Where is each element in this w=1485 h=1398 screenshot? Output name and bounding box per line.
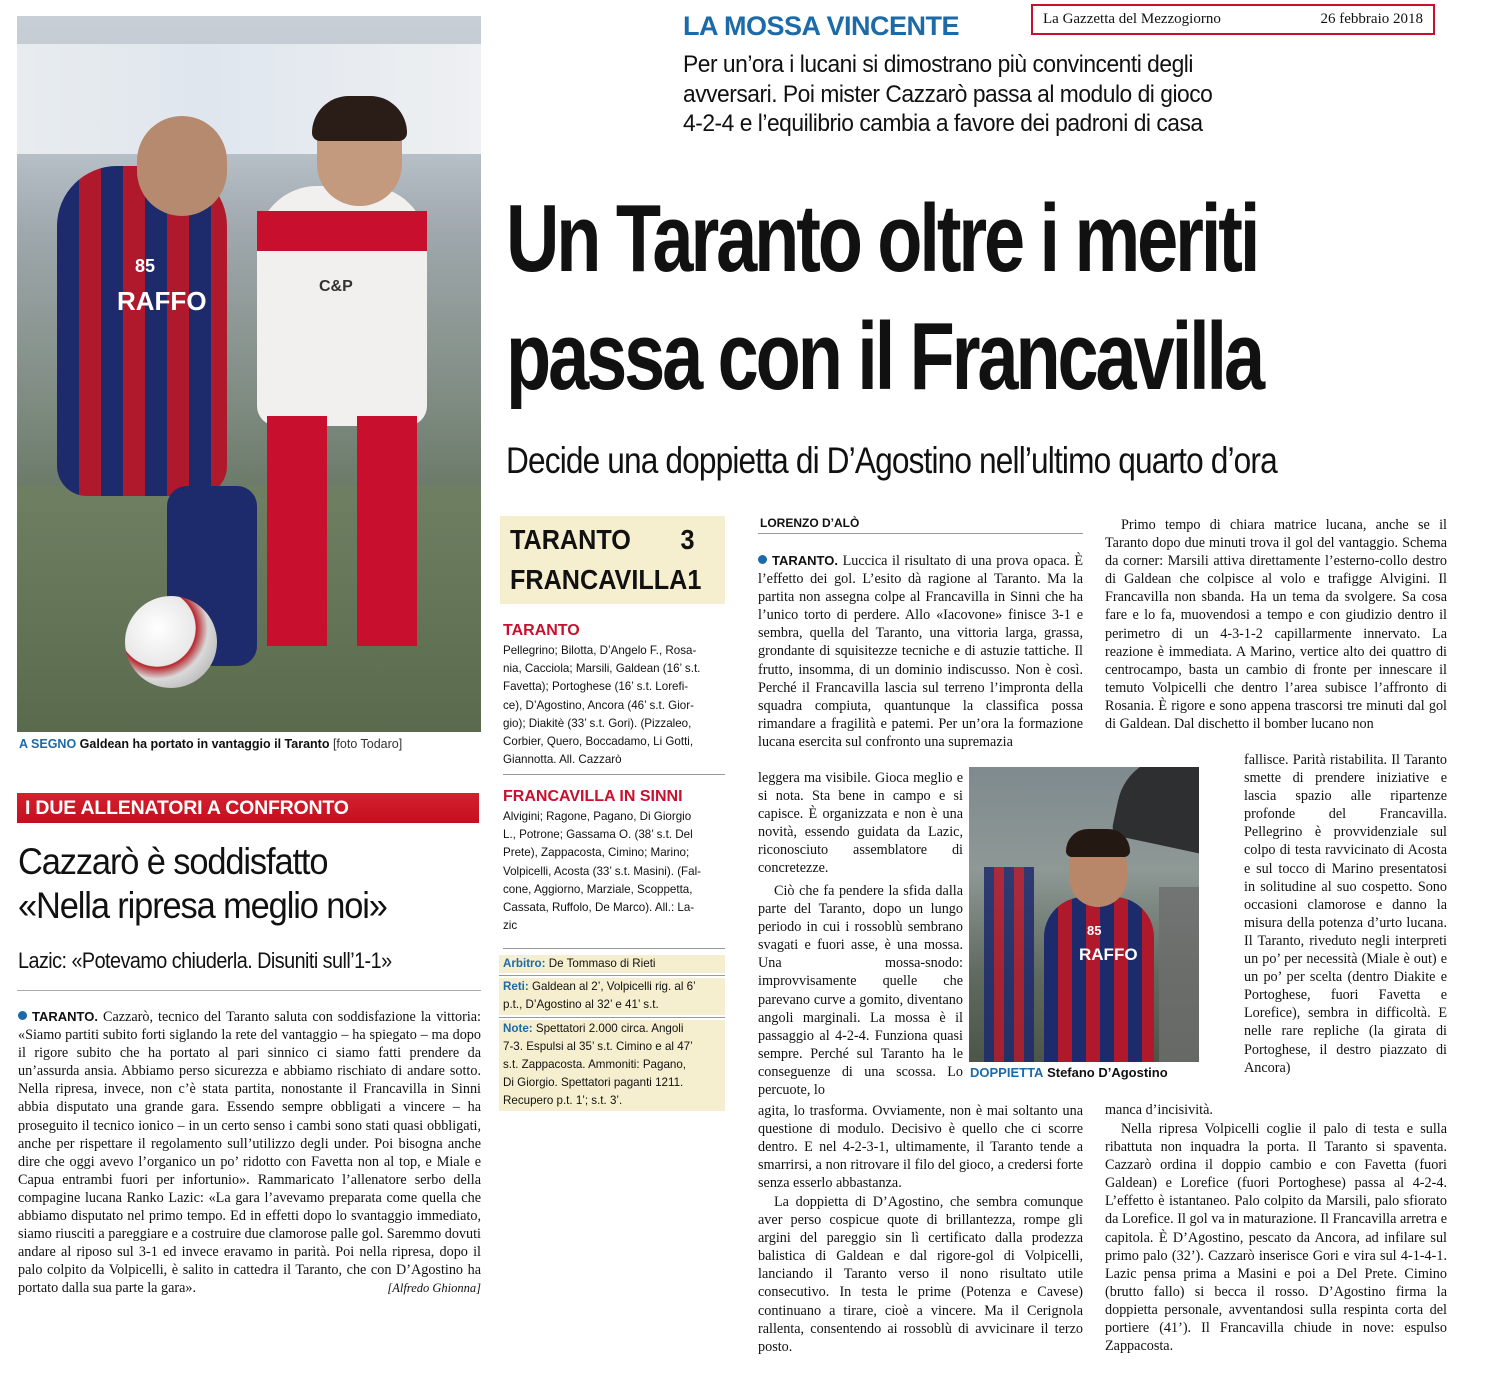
referee-name: De Tommaso di Rieti: [548, 957, 656, 970]
main-photo-caption: [19, 737, 481, 751]
subhead: Decide una doppietta di D’Agostino nell’ultimo quarto d’ora: [506, 440, 1277, 481]
section-bar: I DUE ALLENATORI A CONFRONTO: [17, 793, 479, 823]
info-rule: [503, 948, 725, 949]
headline-line1: Un Taranto oltre i meriti: [506, 185, 1258, 292]
match-info: [499, 955, 725, 1111]
bullet-dot: [18, 1011, 27, 1020]
lineup-rule: [503, 774, 725, 775]
side-byline: [Alfredo Ghionna]: [387, 1281, 481, 1296]
photo-credit: [foto Todaro]: [332, 737, 403, 751]
main-p3-wide: La doppietta di D’Agostino, che sembra comunque aver perso cospicue quote di brillantezza, rompe gli argini del pareggio sin lì certificato dalla prodezza balistica di Galdean e dal rigore-gol di Volpicelli, lanciando il Taranto verso il nono risultato utile consecutivo. In testa le prime (Potenza e Cavese) continuano a tirare, cioè a vincere. Ma il Cerignola rallenta, consentendo ai rossoblù di avvicinare il terzo posto.: [758, 1194, 1083, 1355]
lineup-line: Corbier, Quero, Boccadamo, Li Gotti,: [503, 735, 694, 749]
lineup-line: zic: [503, 919, 518, 933]
author-byline: LORENZO D’ALÒ: [760, 516, 860, 530]
away-team: FRANCAVILLA: [510, 564, 688, 595]
lineup-line: Volpicelli, Acosta (33’ s.t. Masini). (Fal-: [503, 864, 702, 878]
publication-name: La Gazzetta del Mezzogiorno: [1043, 11, 1221, 27]
goals-label: Reti:: [503, 980, 529, 994]
lineup-line: Pellegrino; Bilotta, D’Angelo F., Rosa-: [503, 644, 697, 657]
second-photo: [969, 767, 1199, 1062]
lineup-line: Giannotta. All. Cazzarò: [503, 753, 622, 767]
deck-line1: Per un’ora i lucani si dimostrano più convincenti degli: [683, 51, 1193, 78]
headline-line2: passa con il Francavilla: [506, 303, 1263, 410]
byline-rule: [758, 533, 1083, 534]
right-p2-wide: Nella ripresa Volpicelli coglie il palo di testa e sulla ribattuta non inquadra la porta. Il Taranto si spaventa. Cazzarò ordina il doppio cambio e con Favetta (fuori Galdean) e Lorefice (fuori Portoghese) passa al 4-2-4. L’effetto è istantaneo. Palo colpito da Marsili, palo sfiorato da Lorefice. Il gol va in maturazione. Il Francavilla arretra e capitola. È D’Agostino, pescato da Ancora, ad infilare sul primo palo (32’). Cazzarò inserisce Gori e vira sul 4-1-4-1. Lazic pensa prima a Masini e poi a Del Prete. Cimino (brutto fallo) si becca il rosso. D’Agostino firma la doppietta personale, avventandosi sulla respinta corta del portiere (41’). Il Francavilla chiude in nove: espulso Zappacosta.: [1105, 1121, 1447, 1355]
football: [125, 596, 217, 688]
side-divider: [17, 990, 481, 991]
away-lineup: [503, 788, 725, 935]
side-body-text: Cazzarò, tecnico del Taranto saluta con soddisfazione la vittoria: «Siamo partiti subito forti siglando la rete del vantaggio – ha spiegato – ma dopo il rigore subito che ha portato al pari sinnico ci siamo fatti prendere da un’assurda ansia. Abbiamo perso sicurezza e abbiamo rischiato di andare sotto. Nella ripresa, invece, non c’è stata partita, nonostante il Francavilla in Sinni abbia disputato una grande gara. Essendo sempre obbligati a vincere – ha proseguito il tecnico ionico – in un certo senso i cambi sono stati quasi obbligati, anche per rispettare il regolamento sull’utilizzo degli under. Poi bisogna anche dire che oggi avevo l’organico un po’ ridotto con Favetta non al top, e Miale e Capua entrambi fuori per infortunio». Rammaricato l’allenatore serbo della compagine lucana Ranko Lazic: «La gara l’avevamo preparata come quella che abbiamo disputato nel primo tempo. Ed in effetti dopo lo svantaggio immediato, siamo riusciti a pareggiare e a costruire due clamorose palle gol. Saremmo dovuti andare al riposo sul 3-1 ed invece eravamo in parità. Poi nella ripresa, dopo il palo colpito da Volpicelli, è salito in cattedra il Taranto, che con D’Agostino ha portato dalla sua parte la gara».: [18, 1009, 482, 1297]
away-lineup-head: FRANCAVILLA IN SINNI: [503, 788, 683, 805]
home-lineup-head: TARANTO: [503, 622, 580, 639]
lineup-line: ce), D’Agostino, Ancora (46’ s.t. Gior-: [503, 698, 694, 712]
lineup-line: L., Potrone; Gassama O. (38’ s.t. Del: [503, 828, 693, 842]
notes-label: Note:: [503, 1021, 533, 1035]
lineup-line: Favetta); Portoghese (16’ s.t. Lorefi-: [503, 680, 689, 694]
home-team: TARANTO: [510, 524, 631, 555]
lineup-line: gio); Diakitè (33’ s.t. Gori). (Pizzaleo,: [503, 716, 692, 730]
player-taranto: [57, 166, 227, 496]
home-lineup: [503, 622, 725, 769]
scoreboard: [500, 516, 725, 604]
score-row-home: [510, 524, 695, 556]
lineup-line: Cassata, Ruffolo, De Marco). All.: La-: [503, 901, 695, 915]
info-rule-3: [499, 1017, 725, 1018]
player-taranto-head: [137, 116, 227, 216]
header-kicker: LA MOSSA VINCENTE: [683, 11, 960, 41]
home-score: 3: [680, 524, 695, 555]
notes-line: Di Giorgio. Spettatori paganti 1211.: [503, 1076, 684, 1090]
player-francavilla-band: [257, 211, 427, 251]
caption2-kicker: DOPPIETTA: [970, 1065, 1044, 1080]
shirt-number-text: 85: [135, 256, 156, 276]
header-deck: [683, 50, 1291, 139]
player-dagostino: [1044, 897, 1154, 1062]
deck-line3: 4-2-4 e l’equilibrio cambia a favore dei padroni di casa: [683, 110, 1203, 137]
notes-line: 7-3. Espulsi al 35’ s.t. Cimino e al 47’: [503, 1039, 693, 1053]
background-player: [984, 867, 1034, 1062]
side-title-line2: «Nella ripresa meglio noi»: [18, 885, 387, 926]
lineup-line: cone, Aggiorno, Marziale, Scoppetta,: [503, 882, 693, 896]
info-rule-2: [499, 975, 725, 976]
notes-line: Spettatori 2.000 circa. Angoli: [535, 1021, 684, 1035]
lineup-line: Prete), Zappacosta, Cimino; Marino;: [503, 846, 690, 860]
shirt-number-text: 85: [1087, 923, 1102, 938]
caption-kicker: A SEGNO: [19, 737, 77, 751]
notes-line: Recupero p.t. 1’; s.t. 3’.: [503, 1094, 623, 1108]
main-dateline: TARANTO.: [772, 553, 838, 568]
goals-line: p.t., D’Agostino al 32’ e 41’ s.t.: [503, 998, 659, 1012]
shirt-sponsor-text-2: C&P: [319, 278, 353, 295]
main-p2-narrow: Ciò che fa pendere la sfida dalla parte del Taranto, dopo un lungo periodo in cui i rossoblù sembrano svagati e fuori asse, è una mossa. Una mossa-snodo: improvvisamente quelle che parevano curve a gomito, diventano angoli marginali. La mossa è il passaggio al 4-2-4. Funziona quasi sempre. Perché sul Taranto ha le conseguenze di una scossa. Lo percuote, lo: [758, 883, 963, 1099]
referee-line: [499, 955, 725, 973]
player-francavilla-hair: [312, 96, 407, 141]
lineup-line: nia, Cacciola; Marsili, Galdean (16’ s.t.: [503, 662, 701, 676]
stadium-banner: [17, 44, 481, 154]
notes-block: [499, 1020, 725, 1111]
lineup-line: Alvigini; Ragone, Pagano, Di Giorgio: [503, 810, 692, 823]
main-p1-wide: [758, 552, 1083, 751]
player-dagostino-hair: [1066, 829, 1130, 857]
side-article-title: [18, 840, 455, 928]
right-p1-tail: manca d’incisività.: [1105, 1102, 1213, 1118]
deck-line2: avversari. Poi mister Cazzarò passa al modulo di gioco: [683, 80, 1213, 108]
side-article-body: [18, 1008, 481, 1298]
referee-label: Arbitro:: [503, 957, 546, 970]
main-p2-wide: agita, lo trasforma. Ovviamente, non è mai soltanto una questione di modulo. Decisivo è quello che ci scorre dentro. E nel 4-2-3-1, ultimamente, il Taranto tende a smarrirsi, a non ritrovare il filo del gioco, a credersi forte senza esserlo abbastanza.: [758, 1103, 1083, 1192]
right-p1-wide: Primo tempo di chiara matrice lucana, anche se il Taranto dopo due minuti trova il gol del vantaggio. Schema da corner: Marsili attiva direttamente l’esterno-collo destro di Galdean che colpisce al volo e trafigge Alvigini. Il Francavilla non sbanda. Ha un tema da svolgere. Sa cosa fare e lo fa, muovendosi a tempo e con giudizio dentro il perimetro di un 4-3-1-2 capillarmente innervato. La reazione è immediata. A Marino, vertice alto dei quattro di centrocampo, basta un cambio di fronte per innescare il temuto Volpicelli che dentro l’area subisce l’affronto di Rosania. È rigore e sono appena trascorsi tre minuti dal gol di Galdean. Dal dischetto il bomber lucano non: [1105, 517, 1447, 733]
side-article-subtitle: Lazic: «Potevamo chiuderla. Disuniti sull’1-1»: [18, 948, 392, 973]
player-francavilla-legs: [267, 416, 417, 646]
goals-line: Galdean al 2’, Volpicelli rig. al 6’: [532, 980, 696, 994]
caption2-text: Stefano D’Agostino: [1047, 1065, 1168, 1080]
background-person: [1159, 887, 1199, 1062]
side-title-line1: Cazzarò è soddisfatto: [18, 841, 328, 882]
notes-line: s.t. Zappacosta. Ammoniti: Pagano,: [503, 1058, 687, 1072]
shirt-sponsor-text: RAFFO: [117, 286, 207, 316]
score-row-away: [510, 564, 702, 596]
goals-block: [499, 978, 725, 1014]
headline: [506, 180, 1276, 416]
bullet-dot: [758, 555, 767, 564]
away-lineup-lines: [503, 808, 725, 935]
publication-date: 26 febbraio 2018: [1320, 11, 1423, 27]
source-box: [1031, 4, 1435, 35]
shirt-sponsor-text: RAFFO: [1079, 945, 1138, 964]
side-dateline: TARANTO.: [32, 1009, 98, 1024]
away-score: 1: [687, 564, 702, 595]
main-p1-wide-text: Luccica il risultato di una prova opaca. È l’effetto dei gol. L’esito dà ragione al Taranto. Ma la partita non assegna colpe al Francavilla in Sinni che ha l’unico torto di perdere. Allo «Iacovone» finisce 3-1 e sembra, quella del Taranto, una vittoria larga, grassa, grondante di squisitezze tecniche e di astuzie tattiche. Il frutto, insomma, di un dominio indiscusso. Non è così. Perché il Francavilla lascia sul terreno l’impronta della squadra compiuta, quantunque la classifica possa rimandare a fragilità e patemi. Per un’ora la formazione lucana esercita sul confronto una supremazia: [758, 553, 1084, 750]
home-lineup-lines: [503, 642, 725, 769]
main-photo: [17, 16, 481, 732]
main-p1-narrow: leggera ma visibile. Gioca meglio e si nota. Sta bene in campo e si capisce. È organizzata e non è una novità, essendo guidata da Lazic, riconosciuto assemblatore di concretezze.: [758, 770, 963, 877]
caption-text: Galdean ha portato in vantaggio il Taranto: [79, 737, 330, 751]
right-p1-narrow: fallisce. Parità ristabilita. Il Taranto smette di prendere iniziative e lascia spazio alle ripartenze profonde del Francavilla. Pellegrino è provvidenziale sul colpo di testa ravvicinato di Acosta e sul tocco di Marino presentatosi in solitudine al suo cospetto. Sono occasioni clamorose e danno la misura della potenza d’urto lucana. Il Taranto, riveduto negli interpreti un po’ per necessità (Miale è out) e un po’ per scelta (dentro Diakite e Portoghese, fuori Favetta e Lorefice), sembra in difficoltà. E nelle rare repliche (la girata di Portoghese, il destro piazzato di Ancora): [1244, 752, 1447, 1076]
second-photo-caption: [970, 1065, 1168, 1080]
